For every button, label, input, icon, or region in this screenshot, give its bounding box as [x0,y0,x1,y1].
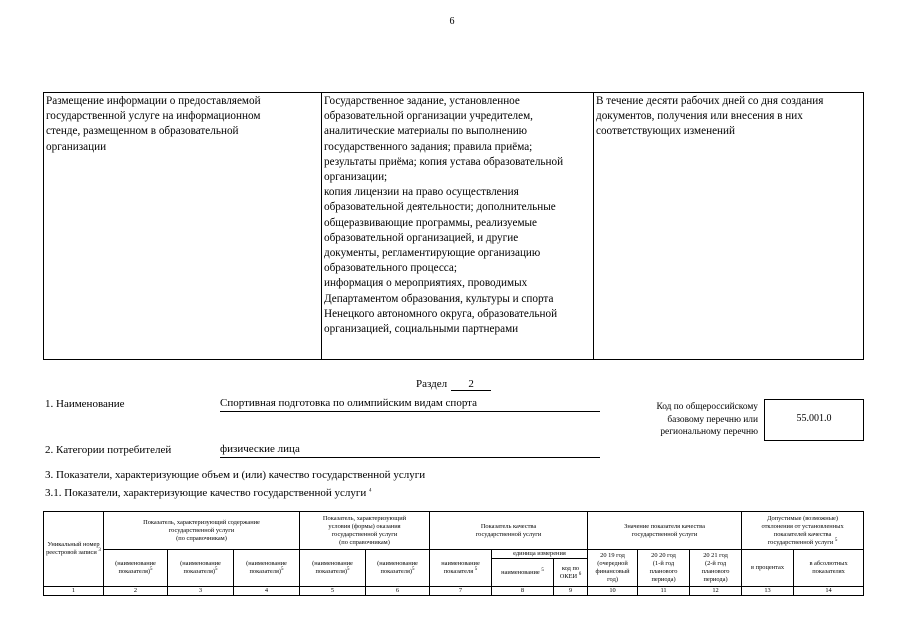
column-number: 11 [638,587,690,596]
column-number: 8 [492,587,554,596]
section-label: Раздел [416,378,448,390]
info-line-method: организации [46,140,107,153]
info-line-content: аналитические материалы по выполнению [324,125,528,138]
info-line-frequency: документов, получения или внесения в них [596,110,803,123]
column-number: 2 [104,587,168,596]
info-line-content: Государственное задание, установленное [324,95,520,107]
info-line-content: общеразвивающие программы, реализуемые [324,216,538,229]
section-3-heading: 3. Показатели, характеризующие объем и (или) качество государственной услуги [45,469,426,481]
info-line-content: образовательной организацией, и другие [324,231,519,244]
deviation-absolute: в абсолютных показателях [794,550,864,587]
unit-header: единица измерения [492,550,588,559]
quality-table [43,511,864,596]
unit-name: наименование $^5$ [492,559,554,587]
info-line-frequency: соответствующих изменений [596,125,736,138]
content-indicator-1: (наименование показателя)$^5$ [104,550,168,587]
info-line-content: Ненецкого автономного округа, образовательной [324,307,558,320]
content-indicator-2: (наименование показателя)$^5$ [168,550,234,587]
column-number: 5 [300,587,366,596]
section-heading [416,378,491,391]
year-1-header: 20 19 год (очередной финансовый год) [588,550,638,587]
column-number: 10 [588,587,638,596]
info-line-method: государственной услуге на информационном [46,110,261,123]
info-line-method: Размещение информации о предоставляемой [46,95,261,107]
column-number: 4 [234,587,300,596]
condition-indicator-1: (наименование показателя)$^5$ [300,550,366,587]
deviation-percent: в процентах [742,550,794,587]
info-line-frequency: В течение десяти рабочих дней со дня создания [596,95,824,107]
info-line-content: результаты приёма; копия устава образовательной [324,155,564,168]
page-number: 6 [449,16,455,27]
consumers-label: 2. Категории потребителей [45,444,172,456]
info-cell-method [44,93,322,360]
unique-number-header: Уникальный номер реестровой записи $^3$ [44,512,104,587]
column-number: 3 [168,587,234,596]
info-table [43,92,864,360]
column-number: 7 [430,587,492,596]
info-line-content: организацией, социальными партнерами [324,323,519,336]
info-line-content: Департаментом образования, культуры и спорта [324,292,554,305]
column-number: 14 [794,587,864,596]
column-numbers-row [44,587,864,596]
code-box: 55.001.0 [764,399,864,441]
section-number: 2 [451,378,491,391]
column-number: 9 [554,587,588,596]
info-line-content: организации; [324,171,388,184]
deviation-header: Допустимые (возможные) отклонения от установленных показателей качества государственной услуги $^5$ [742,512,864,550]
consumers-value: физические лица [220,443,600,458]
content-indicator-3: (наименование показателя)$^5$ [234,550,300,587]
year-2-header: 20 20 год (1-й год планового периода) [638,550,690,587]
info-line-content: образовательной деятельности; дополнительные [324,201,556,214]
condition-indicator-2: (наименование показателя)$^5$ [366,550,430,587]
code-label: Код по общероссийскому базовому перечню или региональному перечню [656,402,758,437]
column-number: 6 [366,587,430,596]
name-label: 1. Наименование [45,398,125,410]
info-line-content: копия лицензии на право осуществления [324,186,519,199]
content-header: Показатель, характеризующий содержание государственной услуги (по справочникам) [104,512,300,550]
info-line-method: стенде, размещенном в образовательной [46,125,239,138]
conditions-header: Показатель, характеризующий условия (формы) оказания государственной услуги (по справочникам) [300,512,430,550]
column-number: 1 [44,587,104,596]
info-cell-content [322,93,594,360]
column-number: 13 [742,587,794,596]
quality-indicator-name: наименование показателя $^5$ [430,550,492,587]
info-line-content: образовательного процесса; [324,262,457,275]
info-line-content: образовательной организации учредителем, [324,110,533,123]
info-line-content: государственного задания; правила приёма; [324,140,533,153]
name-value: Спортивная подготовка по олимпийским видам спорта [220,397,600,412]
info-cell-frequency [594,93,864,360]
section-3-1-heading: 3.1. Показатели, характеризующие качество государственной услуги $^4$ [45,487,372,499]
info-line-content: информация о мероприятиях, проводимых [324,277,528,290]
quality-header: Показатель качества государственной услуги [430,512,588,550]
year-3-header: 20 21 год (2-й год планового периода) [690,550,742,587]
column-number: 12 [690,587,742,596]
unit-code: код по ОКЕИ $^6$ [554,559,588,587]
info-line-content: документы, регламентирующие организацию [324,247,541,260]
value-header: Значение показателя качества государственной услуги [588,512,742,550]
